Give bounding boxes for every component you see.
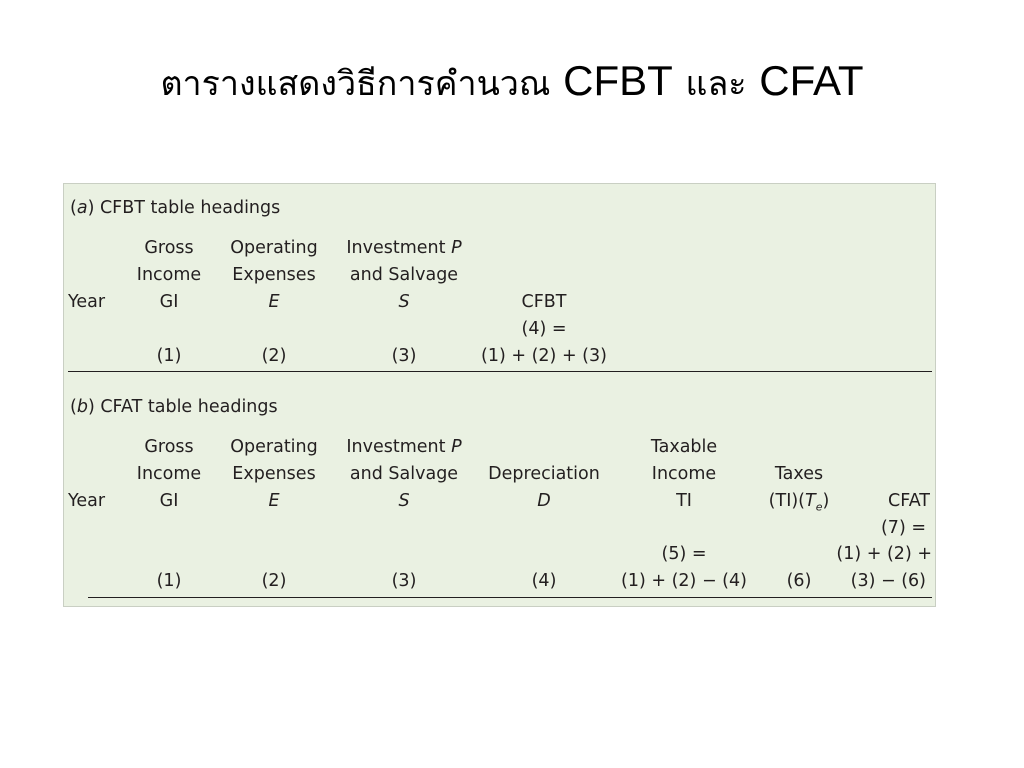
table-b-col5-line1: Taxable [650, 437, 718, 457]
table-b-col6-line2: $(TI)(T_e)$ [768, 491, 830, 514]
table-a-col1-number: (1) [156, 346, 182, 366]
table-b-col7-number: (3) − (6) [850, 571, 926, 591]
table-b-col7-line2: (7) = [880, 518, 926, 538]
table-b-col4-line2: D [537, 491, 551, 511]
table-b-col5-number: (1) + (2) − (4) [621, 571, 747, 591]
table-b-col3-line1: Investment P [346, 437, 462, 457]
table-b-col7-line1: CFAT [888, 491, 930, 511]
table-b-col2-line2: Expenses [232, 464, 316, 484]
table-b-col3-line3: S [398, 491, 410, 511]
table-a-col4-line1: CFBT [521, 292, 567, 312]
table-b-col5-line3: TI [676, 491, 692, 511]
table-b-col1-line1: Gross [144, 437, 194, 457]
table-a-col2-number: (2) [261, 346, 287, 366]
slide-title [0, 56, 1024, 106]
table-a-caption: (a) CFBT table headings [70, 198, 281, 218]
table-a-col3-line2: and Salvage [349, 265, 459, 285]
title-and-text: และ [685, 64, 747, 104]
table-b-col2-line1: Operating [230, 437, 318, 457]
table-b-col1-line3: GI [159, 491, 179, 511]
table-b-col3-number: (3) [391, 571, 417, 591]
table-a-col1-line3: GI [159, 292, 179, 312]
table-b-col1-line2: Income [136, 464, 202, 484]
table-b-col3-line2: and Salvage [349, 464, 459, 484]
table-a-col2-line2: Expenses [232, 265, 316, 285]
table-b-bottom-rule [88, 597, 932, 598]
table-a-col2-line1: Operating [230, 238, 318, 258]
table-a-col1-line1: Gross [144, 238, 194, 258]
table-a-year-header: Year [68, 292, 106, 312]
table-b-col2-number: (2) [261, 571, 287, 591]
table-a-col3-number: (3) [391, 346, 417, 366]
table-b-col5-line2: Income [651, 464, 717, 484]
title-thai-text: ตารางแสดงวิธีการคำนวณ [160, 64, 551, 104]
table-a-col2-line3: E [268, 292, 280, 312]
title-cfat-text: CFAT [759, 57, 864, 104]
table-b-col6-number: (6) [786, 571, 812, 591]
title-cfbt-text: CFBT [563, 57, 673, 104]
table-b-col4-line1: Depreciation [488, 464, 600, 484]
table-b-col6-line1: Taxes [774, 464, 824, 484]
table-a-col1-line2: Income [136, 265, 202, 285]
table-b-year-header: Year [68, 491, 106, 511]
table-b-col1-number: (1) [156, 571, 182, 591]
table-a-bottom-rule [68, 371, 932, 372]
table-b-col2-line3: E [268, 491, 280, 511]
table-b-caption: (b) CFAT table headings [70, 397, 278, 417]
table-a-col4-line2: (4) = [521, 319, 567, 339]
table-a-col3-line1: Investment P [346, 238, 462, 258]
table-a-col4-line3: (1) + (2) + (3) [481, 346, 607, 366]
table-a-col3-line3: S [398, 292, 410, 312]
table-b-col4-number: (4) [531, 571, 557, 591]
table-headings-figure [63, 183, 936, 607]
table-b-col5-line4: (5) = [661, 544, 707, 564]
table-b-col7-line3: (1) + (2) + [836, 544, 932, 564]
